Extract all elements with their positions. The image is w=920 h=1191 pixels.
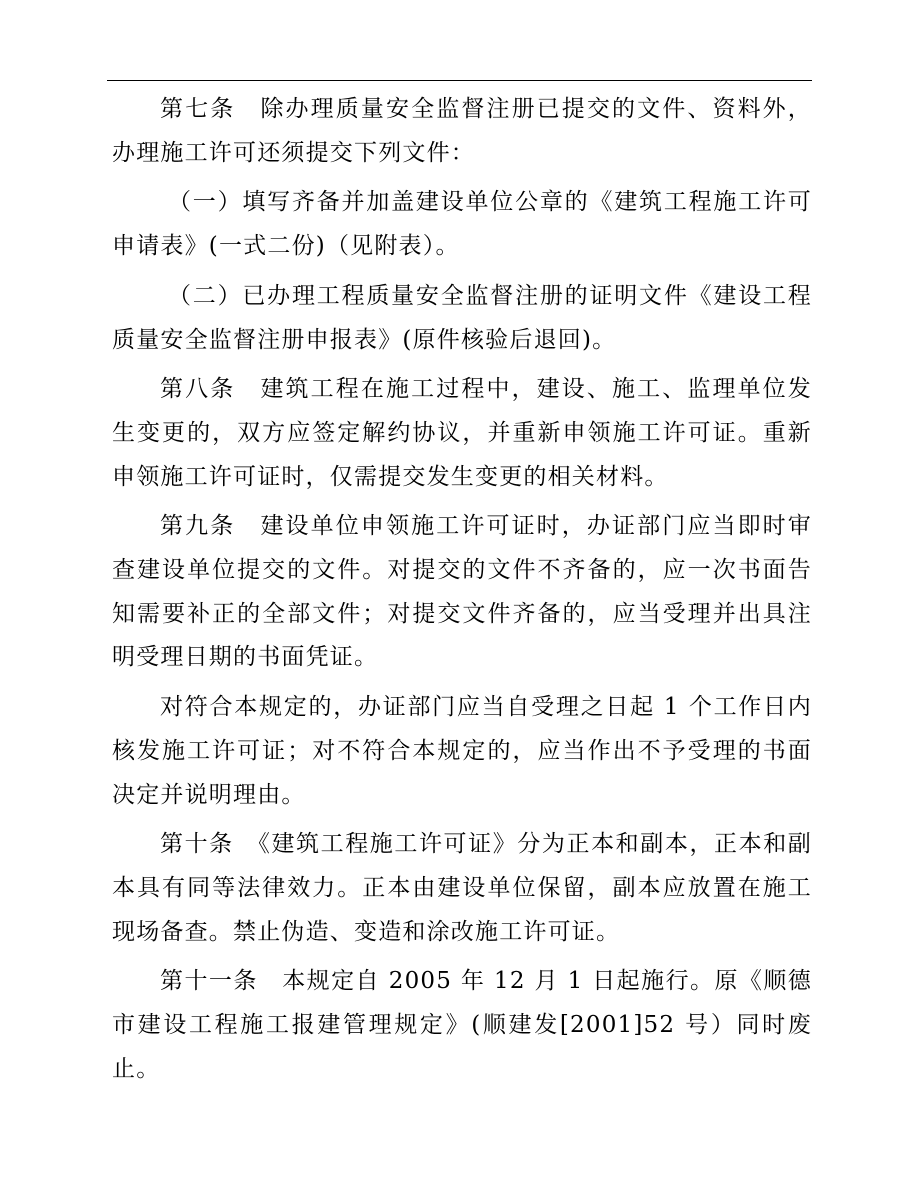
text-line: 并说明理由。 (160, 781, 306, 808)
article-10-paragraph (112, 823, 812, 954)
article-11-paragraph (112, 960, 812, 1091)
text-line: 第七条 除办理质量安全监督注册已提交的文件、资料外，办 (112, 96, 812, 166)
text-line: 日期的书面凭证。 (184, 644, 379, 671)
text-line: 本具有同等法律效力。正本由建设单位保留，副本应放置在施工现 (112, 874, 812, 945)
text-line: 要补正的全部文件；对提交文件齐备的，应当受理并出具注明受理 (112, 600, 812, 671)
text-line: （一）填写齐备并加盖建设单位公章的《建筑工程施工许可申 (112, 189, 812, 260)
text-line: 设工程施工报建管理规定》(顺建发[2001]52 号）同时废止。 (112, 1012, 813, 1082)
text-line: （二）已办理工程质量安全监督注册的证明文件《建设工程质 (112, 282, 812, 353)
document-body (112, 88, 812, 1097)
text-line: 第八条 建筑工程在施工过程中，建设、施工、监理单位发生 (112, 376, 812, 446)
item-2-paragraph (112, 275, 812, 362)
text-line: 发施工许可证；对不符合本规定的，应当作出不予受理的书面决定 (112, 737, 812, 808)
text-line: 理施工许可还须提交下列文件： (136, 139, 476, 166)
text-line: 第九条 建设单位申领施工许可证时，办证部门应当即时审查 (112, 513, 812, 584)
text-line: 请表》(一式二份)（见附表）。 (136, 233, 460, 260)
text-line: 建设单位提交的文件。对提交的文件不齐备的，应一次书面告知需 (112, 557, 812, 627)
text-line: 变更的，双方应签定解约协议，并重新申领施工许可证。重新申领 (112, 419, 812, 490)
article-8-paragraph (112, 368, 812, 499)
text-line: 施工许可证时，仅需提交发生变更的相关材料。 (160, 463, 669, 490)
text-line: 场备查。禁止伪造、变造和涂改施工许可证。 (136, 918, 621, 945)
article-7-paragraph (112, 88, 812, 175)
text-line: 第十条 《建筑工程施工许可证》分为正本和副本，正本和副 (160, 831, 812, 858)
article-9-continuation-paragraph (112, 686, 812, 817)
text-line: 第十一条 本规定自 2005 年 12 月 1 日起施行。原《顺德市建 (112, 968, 812, 1039)
article-9-paragraph (112, 505, 812, 680)
item-1-paragraph (112, 181, 812, 268)
text-line: 量安全监督注册申报表》(原件核验后退回)。 (136, 326, 617, 353)
text-line: 对符合本规定的，办证部门应当自受理之日起 1 个工作日内核 (112, 694, 812, 764)
header-rule (107, 80, 812, 81)
